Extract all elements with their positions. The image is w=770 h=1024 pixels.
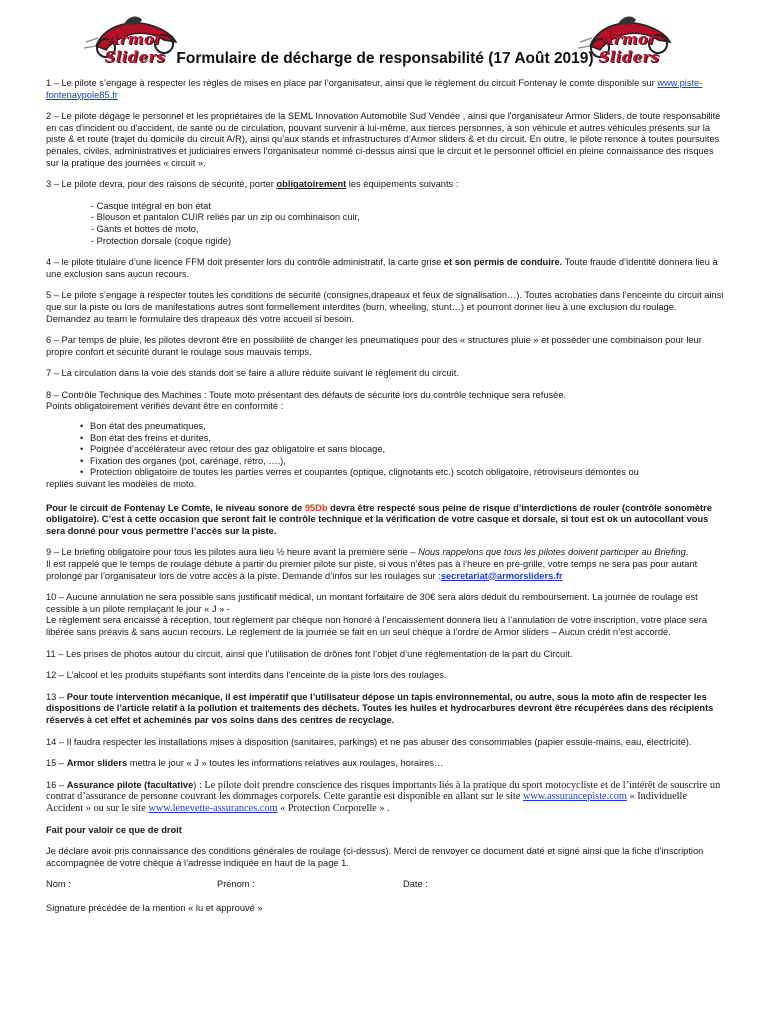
- section-4-post: Toute fraude d’identité donnera lieu à une exclusion sans aucun recours.: [46, 257, 718, 279]
- section-8-line-2: Points obligatoirement vérifiés devant être en conformité :: [46, 401, 284, 412]
- section-12: 12 – L’alcool et les produits stupéfiants sont interdits dans l’enceinte de la piste lors des roulages.: [46, 670, 447, 681]
- list-item: - Blouson et pantalon CUIR reliés par un zip ou combinaison cuir,: [91, 212, 360, 223]
- list-item: • Protection obligatoire de toutes les parties verres et coupantes (optique, clignotants etc.) scotch obligatoire, rétroviseurs démontés ou: [46, 467, 724, 479]
- section-4-strong: et son permis de conduire.: [443, 257, 563, 268]
- closing-text: Je déclare avoir pris connaissance des conditions générales de roulage (ci-dessus). Merci de renvoyer ce document daté et signé ainsi que la fiche d’inscription accompagnée de votre chèque à l’adresse indiquée en haut de la page 1.: [46, 846, 704, 868]
- list-item: - Protection dorsale (coque rigide): [91, 235, 232, 246]
- section-3-strong: obligatoirement: [276, 179, 347, 190]
- list-item: • Fixation des organes (pot, carénage, rétro, ….),: [46, 456, 724, 468]
- section-8-tail: repliés suivant les modèles de moto.: [46, 479, 197, 490]
- section-15-strong: Armor sliders: [66, 758, 128, 769]
- noise-post: devra être respecté sous peine de risque d’interdictions de rouler (contrôle sonomètre obligatoire). C’est à cette occasion que seront fait le contrôle technique et la vérification de votre casque et dorsale, si tout est ok un autocollant vous sera donné pour vous permettre l’accès sur la piste.: [46, 502, 712, 536]
- section-3-pre: 3 – Le pilote devra, pour des raisons de sécurité, porter: [46, 179, 277, 190]
- signature-fields: [46, 879, 724, 889]
- lenevette-link[interactable]: www.lenevette-assurances.com: [148, 802, 278, 814]
- section-9-pre: 9 – Le briefing obligatoire pour tous les pilotes aura lieu ½ heure avant la première série –: [46, 547, 419, 558]
- section-16-strong: Assurance pilote (facultative: [66, 779, 194, 790]
- section-3-post: les équipements suivants :: [346, 179, 459, 190]
- section-10-line-2: Le règlement sera encaissé à réception, tout règlement par chèque non honoré à l’encaissement donnera lieu à l’annulation de votre inscription, votre place sera libérée sans préavis & sans aucun recours. Le règlement de la journée se fait en un seul chèque à l’ordre de Armor sliders – Aucun crédit n’est accordé.: [46, 615, 708, 637]
- section-15-pre: 15 –: [46, 758, 67, 769]
- nom-field-label[interactable]: Nom :: [46, 879, 71, 890]
- section-10-line-1: 10 – Aucune annulation ne sera possible sans justificatif médical, un montant forfaitaire de 30€ sera alors déduit du remboursement. La journée de roulage est cessible à un pilote remplaçant le jour « J » -: [46, 592, 698, 614]
- section-16-end: « Protection Corporelle » .: [277, 802, 390, 814]
- list-item: • Bon état des freins et durites,: [46, 433, 724, 445]
- noise-pre: Pour le circuit de Fontenay Le Comte, le niveau sonore de: [46, 502, 305, 513]
- list-item: - Casque intégral en bon état: [91, 200, 211, 211]
- noise-notice: [46, 503, 724, 538]
- section-16-pre: 16 –: [46, 779, 67, 790]
- section-1: [46, 78, 724, 101]
- section-13-pre: 13 –: [46, 691, 67, 702]
- section-4: [46, 257, 724, 280]
- section-3: [46, 179, 724, 191]
- closing-heading: Fait pour valoir ce que de droit: [46, 824, 182, 835]
- section-4-pre: 4 – le pilote titulaire d’une licence FFM doit présenter lors du contrôle administratif, la carte grise: [46, 257, 444, 268]
- section-16-close: ): [193, 779, 197, 790]
- section-13: [46, 692, 724, 727]
- section-16: [46, 780, 724, 815]
- section-2: 2 – Le pilote dégage le personnel et les propriétaires de la SEML Innovation Automobile Sud Vendée , ainsi que l'organisateur Armor Sliders, de toute responsabilité en cas d'incident ou d'accident, de santé ou de circulation, pouvant survenir à lui-même, aux tierces personnes, à son véhicule et autres véhicules présents sur la piste & et route (trajet du domicile du circuit A/R), ainsi qu’aux stands et infrastructures d’Armor sliders & et du circuit. En outre, le pilote renonce à toutes poursuites pénales, civiles, administratives et judiciaires envers l’organisateur nommé ci-dessus ainsi que le circuit et le personnel officiel en pleine connaissance des risques sur la pratique des journées « circuit ».: [46, 111, 721, 168]
- section-15-post: mettra le jour « J » toutes les informations relatives aux roulages, horaires…: [127, 758, 444, 769]
- equipment-list: [46, 201, 724, 247]
- date-field-label[interactable]: Date :: [403, 879, 428, 890]
- section-7: 7 – La circulation dans la voie des stands doit se faire à allure réduite suivant le règlement du circuit.: [46, 368, 459, 379]
- list-item: • Bon état des pneumatiques,: [46, 421, 724, 433]
- logo-text: Armor Sliders: [104, 30, 166, 66]
- section-11: 11 – Les prises de photos autour du circuit, ainsi que l’utilisation de drônes font l’objet d’une réglementation de la part du Circuit.: [46, 648, 573, 659]
- header: [46, 0, 724, 78]
- prenom-field-label[interactable]: Prénom :: [217, 879, 255, 890]
- section-9-line-2: Il est rappelé que le temps de roulage débute à partir du premier pilote sur piste, si vous n’êtes pas à l’heure en pré-grille, votre temps ne sera pas pour autant prolongé par l’organisateur lors de votre accès à la piste. Demande d’infos sur les roulages sur :: [46, 559, 698, 581]
- section-16-text: : Le pilote doit prendre conscience des risques importants liés à la pratique du sport motocycliste et de l’intérêt de souscrire un contrat d’assurance de personne couvrant les dommages corporels. Cette garantie est disponible en allant sur le site: [46, 779, 721, 803]
- list-item: - Gants et bottes de moto,: [91, 223, 199, 234]
- page-title: Formulaire de décharge de responsabilité (17 Août 2019): [176, 50, 594, 67]
- section-8: [46, 390, 724, 413]
- section-14: 14 – Il faudra respecter les installations mises à disposition (sanitaires, parkings) et ne pas abuser des consommables (papier essuie-mains, eau, électricité).: [46, 736, 692, 747]
- logo-text: Armor Sliders: [598, 30, 660, 66]
- signature-mention: Signature précédée de la mention « lu et approuvé »: [46, 903, 263, 914]
- section-16-mid: « Individuelle Accident » ou sur le site: [46, 791, 687, 814]
- secretariat-email-link[interactable]: secretariat@armorsliders.fr: [440, 570, 563, 581]
- noise-limit: 95Db: [304, 502, 328, 513]
- section-13-strong: Pour toute intervention mécanique, il est impératif que l’utilisateur dépose un tapis environnemental, ou autre, sous la moto afin de respecter les dispositions de l’article relatif à la pollution et traitements des déchets. Toutes les huiles et hydrocarbures devront être récupérées dans des récipients réservés à cet effet et acheminés par vos soins dans des centres de recyclage.: [46, 691, 714, 725]
- section-1-text: 1 – Le pilote s’engage à respecter les règles de mises en place par l’organisateur, ainsi que le règlement du circuit Fontenay le comte disponible sur: [46, 78, 658, 88]
- list-item: • Poignée d’accélérateur avec retour des gaz obligatoire et sans blocage,: [46, 444, 724, 456]
- section-6: 6 – Par temps de pluie, les pilotes devront être en possibilité de changer les pneumatiques pour des « structures pluie » et posséder une combinaison pour leur propre confort et sécurité durant le roulage sous mauvais temps.: [46, 335, 702, 357]
- section-8-line-1: 8 – Contrôle Technique des Machines : Toute moto présentant des défauts de sécurité lors du contrôle technique sera refusée.: [46, 389, 567, 400]
- checked-points-list: [46, 421, 724, 479]
- assurancepiste-link[interactable]: www.assurancepiste.com: [522, 791, 627, 803]
- circuit-website-link[interactable]: www.piste-fontenaypole85.fr: [46, 78, 703, 100]
- section-10: [46, 592, 724, 638]
- section-9: [46, 547, 724, 582]
- section-15: [46, 758, 724, 770]
- section-9-italic: Nous rappelons que tous les pilotes doivent participer au Briefing.: [418, 547, 689, 558]
- section-5: 5 – Le pilote s’engage à respecter toutes les conditions de sécurité (consignes,drapeaux et feux de signalisation…). Toutes acrobaties dans l’enceinte du circuit ainsi que sur la piste ou lors de manifestations autres sont formellement interdites (burn, wheeling, stunt…) et pourront donner lieu à une exclusion du roulage. Demandez au team le formulaire des drapeaux dès votre accueil si besoin.: [46, 290, 724, 324]
